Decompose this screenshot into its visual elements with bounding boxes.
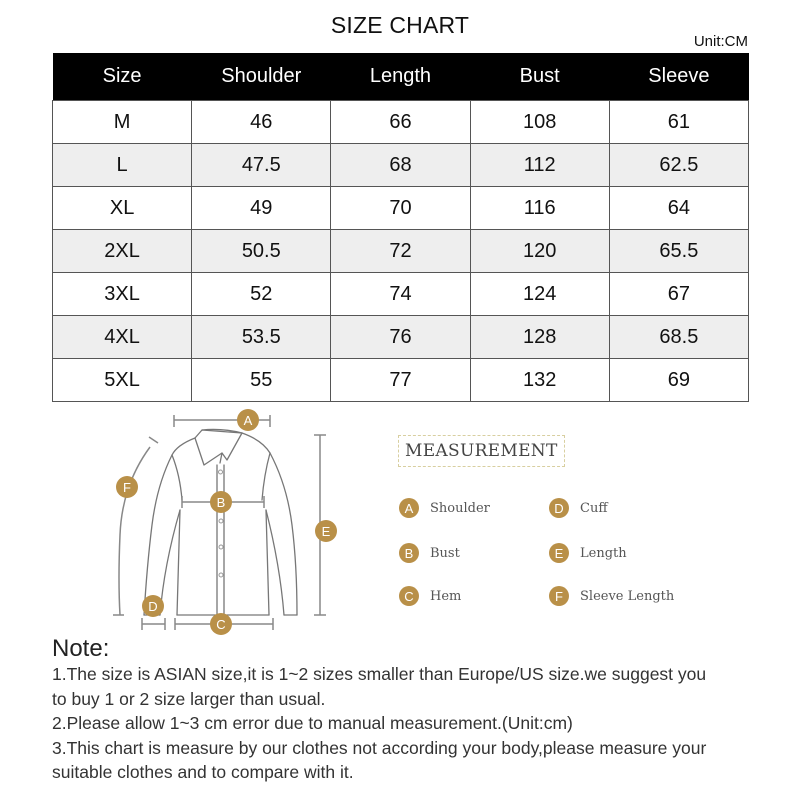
note-line: 1.The size is ASIAN size,it is 1~2 sizes smaller than Europe/US size.we suggest you [52,664,707,684]
svg-text:A: A [243,413,253,428]
table-row [53,273,749,316]
table-row [53,359,749,402]
cell-shoulder: 53.5 [192,316,331,359]
measurement-legend [390,420,710,620]
svg-text:E: E [321,524,331,539]
svg-text:B: B [216,495,226,510]
cell-bust: 112 [470,144,609,187]
cell-shoulder: 50.5 [192,230,331,273]
cell-length: 70 [331,187,470,230]
cell-sleeve: 68.5 [609,316,748,359]
shirt-diagram [52,405,382,635]
table-row [53,316,749,359]
unit-label: Unit:CM [693,33,748,50]
table-row [53,144,749,187]
cell-shoulder: 49 [192,187,331,230]
marker-e-icon [315,520,337,542]
marker-a-icon [237,409,259,431]
marker-b-icon: B [399,543,419,563]
note-line: 3.This chart is measure by our clothes not according your body,please measure your [52,737,707,758]
legend-item-length [549,543,627,563]
legend-label: Bust [430,545,460,561]
table-header-row [53,53,749,101]
marker-c-icon [210,613,232,635]
table-row [53,187,749,230]
cell-length: 66 [331,101,470,144]
cell-length: 68 [331,144,470,187]
legend-item-shoulder [399,498,490,518]
svg-text:F: F [123,480,131,495]
cell-size: 2XL [53,230,192,273]
legend-label: Hem [430,588,462,604]
cell-bust: 108 [470,101,609,144]
legend-item-cuff [549,498,608,518]
cell-shoulder: 46 [192,101,331,144]
cell-sleeve: 67 [609,273,748,316]
cell-bust: 120 [470,230,609,273]
size-table [52,53,749,402]
measurement-title: MEASUREMENT [398,435,565,467]
cell-bust: 128 [470,316,609,359]
column-header-length: Length [331,53,470,101]
cell-size: L [53,144,192,187]
legend-label: Shoulder [430,500,490,516]
column-header-sleeve: Sleeve [609,53,748,101]
cell-length: 77 [331,359,470,402]
cell-shoulder: 52 [192,273,331,316]
cell-sleeve: 62.5 [609,144,748,187]
cell-sleeve: 61 [609,101,748,144]
column-header-shoulder: Shoulder [192,53,331,101]
marker-d-icon [142,595,164,617]
cell-size: M [53,101,192,144]
shirt-outline-icon [52,405,382,635]
svg-text:D: D [148,599,158,614]
column-header-bust: Bust [470,53,609,101]
marker-b-icon [210,491,232,513]
marker-f-icon [116,476,138,498]
marker-e-icon: E [549,543,569,563]
marker-c-icon: C [399,586,419,606]
cell-size: 5XL [53,359,192,402]
cell-length: 72 [331,230,470,273]
cell-shoulder: 55 [192,359,331,402]
cell-size: 4XL [53,316,192,359]
cell-bust: 116 [470,187,609,230]
column-header-size: Size [53,53,192,101]
legend-label: Length [580,545,627,561]
note-line: suitable clothes and to compare with it. [52,762,354,782]
table-row [53,101,749,144]
table-row [53,230,749,273]
legend-item-hem [399,586,461,606]
legend-label: Cuff [580,500,608,516]
svg-text:C: C [216,617,226,632]
marker-f-icon: F [549,586,569,606]
cell-size: XL [53,187,192,230]
legend-label: Sleeve Length [580,588,675,604]
cell-bust: 132 [470,359,609,402]
marker-a-icon: A [399,498,419,518]
legend-item-bust [399,543,460,563]
cell-sleeve: 65.5 [609,230,748,273]
cell-size: 3XL [53,273,192,316]
cell-shoulder: 47.5 [192,144,331,187]
cell-bust: 124 [470,273,609,316]
legend-item-sleeve-length [549,586,674,606]
page-title: SIZE CHART [330,12,470,38]
notes-section [52,636,772,785]
notes-title: Note: [52,635,110,662]
cell-length: 74 [331,273,470,316]
cell-sleeve: 64 [609,187,748,230]
cell-length: 76 [331,316,470,359]
note-line: to buy 1 or 2 size larger than usual. [52,688,326,709]
note-line: 2.Please allow 1~3 cm error due to manual measurement.(Unit:cm) [52,713,573,733]
cell-sleeve: 69 [609,359,748,402]
marker-d-icon: D [549,498,569,518]
